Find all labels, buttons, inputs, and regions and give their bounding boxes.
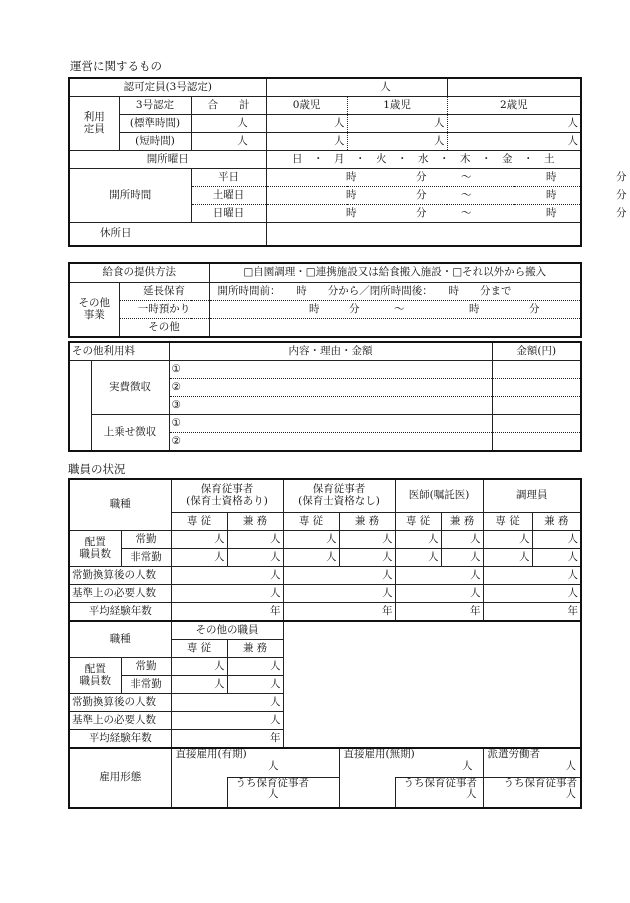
jippi-amount-2[interactable] [492, 379, 581, 397]
fun-text: 分 [349, 302, 360, 315]
kijun-label: 基準上の必要人数 [69, 712, 171, 730]
fees-label: その他利用料 [69, 342, 169, 361]
staff-cell[interactable]: 人 [283, 567, 395, 585]
koyo-haken-label: 派遣労働者 [487, 748, 541, 760]
kanzan-label: 常勤換算後の人数 [69, 694, 171, 712]
koyo-yuki-unit: 人 [268, 759, 279, 772]
koyo-yuki-uchi[interactable] [227, 777, 339, 808]
staff-cell[interactable]: 人 [171, 676, 227, 694]
days-value[interactable]: 日 ・ 月 ・ 火 ・ 水 ・ 木 ・ 金 ・ 土 [266, 151, 581, 169]
fun-text: 分 [616, 188, 627, 201]
encho-label: 延長保育 [119, 283, 209, 301]
ji-text: 時 [346, 188, 357, 201]
riyo-row-standard: (標準時間) [119, 115, 191, 133]
jippi-amount-1[interactable] [492, 361, 581, 379]
staff-cell[interactable]: 人 [171, 549, 227, 567]
holiday-label: 休所日 [69, 223, 266, 247]
capacity-label: 認可定員(3号認定) [69, 78, 266, 97]
sen-label: 専 従 [171, 513, 227, 531]
holiday-value[interactable] [266, 223, 581, 247]
fun-text: 分 [416, 188, 427, 201]
koyo-yuki-label: 直接雇用(有期) [175, 748, 247, 760]
fees-col-amount: 金額(円) [492, 342, 581, 361]
riyo-cell[interactable]: 人 [347, 115, 447, 133]
staff-cat3: 医師(嘱託医) [395, 479, 483, 513]
koyo-uchi-unit: 人 [565, 788, 577, 801]
koyo-yuki[interactable] [171, 748, 339, 777]
riyo-cell[interactable]: 人 [266, 133, 347, 151]
koyo-haken-uchi[interactable] [483, 777, 581, 808]
ji-text: 時 [546, 206, 557, 219]
staff-cat2: 保育従事者 (保育士資格なし) [283, 479, 395, 513]
staff-cell[interactable]: 人 [171, 531, 227, 549]
fun-text: 分 [529, 302, 540, 315]
koyo-muki[interactable] [339, 748, 483, 777]
sonota-value[interactable] [209, 319, 581, 338]
ji-text: 時 [346, 170, 357, 183]
staff-cell[interactable]: 人 [283, 531, 339, 549]
koyo-muki-unit: 人 [462, 759, 473, 772]
uwanose-label: 上乗せ徴収 [91, 415, 169, 452]
sen-label: 専 従 [283, 513, 339, 531]
staff-cell[interactable]: 人 [441, 531, 483, 549]
riyo-cell[interactable]: 人 [347, 133, 447, 151]
ken-label: 兼 務 [339, 513, 395, 531]
kara-text: ～ [461, 170, 472, 183]
staff-cell[interactable]: 人 [395, 567, 483, 585]
hours-row-sunday: 日曜日 [191, 205, 266, 223]
koyo-uchi-unit: 人 [466, 788, 477, 801]
staff-cell[interactable]: 人 [227, 676, 283, 694]
hours-label: 開所時間 [69, 169, 191, 223]
staff-cell[interactable]: 人 [227, 549, 283, 567]
staff-shokushu-label-2: 職種 [69, 621, 171, 658]
staff-cell[interactable]: 人 [171, 567, 283, 585]
hours-row-weekday: 平日 [191, 169, 266, 187]
riyo-header-1: 1歳児 [347, 97, 447, 115]
staff-cell[interactable]: 人 [339, 549, 395, 567]
uwanose-amount-2[interactable] [492, 433, 581, 452]
staff-cell[interactable]: 人 [483, 567, 581, 585]
jippi-amount-3[interactable] [492, 397, 581, 415]
ichiji-label: 一時預かり [119, 301, 209, 319]
staff-cell[interactable]: 人 [483, 585, 581, 603]
ji-text: 時 [546, 188, 557, 201]
kanzan-label: 常勤換算後の人数 [69, 567, 171, 585]
riyo-header-0: 0歳児 [266, 97, 347, 115]
kara-text: ～ [461, 206, 472, 219]
staff-cell[interactable]: 年 [171, 603, 283, 622]
riyo-row-short: (短時間) [119, 133, 191, 151]
ken-label: 兼 務 [532, 513, 581, 531]
staff-cell[interactable]: 年 [395, 603, 483, 622]
staff-cell[interactable]: 人 [227, 658, 283, 676]
heikin-label: 平均経験年数 [69, 603, 171, 622]
sen-label: 専 従 [395, 513, 441, 531]
staff-cell[interactable]: 人 [532, 531, 581, 549]
fun-text: 分 [416, 206, 427, 219]
koyo-label: 雇用形態 [69, 748, 171, 808]
staff-cat5: その他の職員 [171, 621, 283, 640]
staff-cell[interactable]: 年 [483, 603, 581, 622]
days-label: 開所曜日 [69, 151, 266, 169]
meal-label: 給食の提供方法 [69, 263, 209, 283]
ji-text: 時 [546, 170, 557, 183]
staff-cell[interactable]: 人 [227, 531, 283, 549]
encho-value[interactable]: 開所時間前： 時 分から／閉所時間後： 時 分まで [209, 283, 581, 301]
staff-cell[interactable]: 人 [395, 549, 441, 567]
staff-table [68, 478, 582, 809]
koyo-haken[interactable] [483, 748, 581, 777]
ken-label: 兼 務 [227, 640, 283, 658]
other-label: その他 事業 [69, 283, 119, 338]
ken-label: 兼 務 [441, 513, 483, 531]
koyo-uchi-label: うち保育従事者 [503, 776, 578, 789]
ken-label: 兼 務 [227, 513, 283, 531]
section-title-staff: 職員の状況 [68, 462, 126, 476]
staff-cell[interactable]: 人 [283, 549, 339, 567]
heikin-label: 平均経験年数 [69, 730, 171, 749]
kara-text: ～ [461, 188, 472, 201]
riyo-header-2: 2歳児 [447, 97, 581, 115]
staff-cell[interactable]: 人 [395, 531, 441, 549]
meal-value[interactable]: □自園調理・□連携施設又は給食搬入施設・□それ以外から搬入 [209, 263, 581, 283]
ji-text: 時 [346, 206, 357, 219]
sonota-label: その他 [119, 319, 209, 338]
riyo-label: 利用 定員 [69, 97, 119, 151]
kijun-label: 基準上の必要人数 [69, 585, 171, 603]
sen-label: 専 従 [483, 513, 532, 531]
fun-text: 分 [416, 170, 427, 183]
hours-row-saturday: 土曜日 [191, 187, 266, 205]
koyo-uchi-label: うち保育従事者 [235, 776, 309, 789]
staff-cell[interactable]: 年 [283, 603, 395, 622]
capacity-value[interactable]: 人 [266, 78, 447, 97]
staff-cat4: 調理員 [483, 479, 581, 513]
uwanose-row-1[interactable]: ① [169, 415, 492, 433]
riyo-cell[interactable]: 人 [191, 133, 266, 151]
riyo-header-3go: 3号認定 [119, 97, 191, 115]
haichi-label-2: 配置 職員数 [69, 658, 121, 694]
staff-cell[interactable]: 人 [395, 585, 483, 603]
staff-cell[interactable]: 人 [339, 531, 395, 549]
staff-cell[interactable]: 人 [532, 549, 581, 567]
staff-cell[interactable]: 人 [283, 585, 395, 603]
staff-cell[interactable]: 人 [483, 531, 532, 549]
jippi-row-1[interactable]: ① [169, 361, 492, 379]
uwanose-row-2[interactable]: ② [169, 433, 492, 452]
staff-cell[interactable]: 人 [171, 712, 283, 730]
sen-label: 専 従 [171, 640, 227, 658]
riyo-cell[interactable]: 人 [191, 115, 266, 133]
staff-cat1: 保育従事者 (保育士資格あり) [171, 479, 283, 513]
staff-cell[interactable]: 人 [483, 549, 532, 567]
kara-text: ～ [394, 302, 405, 315]
section-title-operations: 運営に関するもの [70, 59, 162, 73]
koyo-uchi-unit: 人 [268, 788, 279, 801]
meal-other-table [68, 262, 582, 338]
staff-cell[interactable]: 年 [171, 730, 283, 749]
fun-text: 分 [616, 206, 627, 219]
hijokin-label: 非常勤 [121, 676, 171, 694]
riyo-cell[interactable]: 人 [447, 133, 581, 151]
staff-cell[interactable]: 人 [171, 658, 227, 676]
hours-range-saturday[interactable] [266, 187, 627, 205]
hours-range-weekday[interactable] [266, 169, 627, 187]
riyo-cell[interactable]: 人 [266, 115, 347, 133]
ji-text: 時 [309, 302, 320, 315]
haichi-label: 配置 職員数 [69, 531, 121, 567]
koyo-uchi-label: うち保育従事者 [403, 776, 478, 789]
koyo-muki-label: 直接雇用(無期) [343, 748, 415, 760]
staff-cell[interactable]: 人 [171, 694, 283, 712]
koyo-muki-uchi[interactable] [395, 777, 483, 808]
operations-table [68, 77, 627, 247]
riyo-cell[interactable]: 人 [447, 115, 581, 133]
jokin-label: 常勤 [121, 658, 171, 676]
ichiji-value[interactable] [209, 301, 581, 319]
staff-shokushu-label: 職種 [69, 479, 171, 531]
fees-table [68, 341, 582, 452]
fees-col-content: 内容・理由・金額 [169, 342, 492, 361]
staff-cell[interactable]: 人 [441, 549, 483, 567]
ji-text: 時 [469, 302, 480, 315]
jippi-row-2[interactable]: ② [169, 379, 492, 397]
koyo-haken-unit: 人 [565, 759, 577, 772]
jippi-label: 実費徴収 [91, 361, 169, 415]
hijokin-label: 非常勤 [121, 549, 171, 567]
jokin-label: 常勤 [121, 531, 171, 549]
riyo-header-total: 合 計 [191, 97, 266, 115]
uwanose-amount-1[interactable] [492, 415, 581, 433]
staff-cell[interactable]: 人 [171, 585, 283, 603]
hours-range-sunday[interactable] [266, 205, 627, 223]
fun-text: 分 [616, 170, 627, 183]
jippi-row-3[interactable]: ③ [169, 397, 492, 415]
